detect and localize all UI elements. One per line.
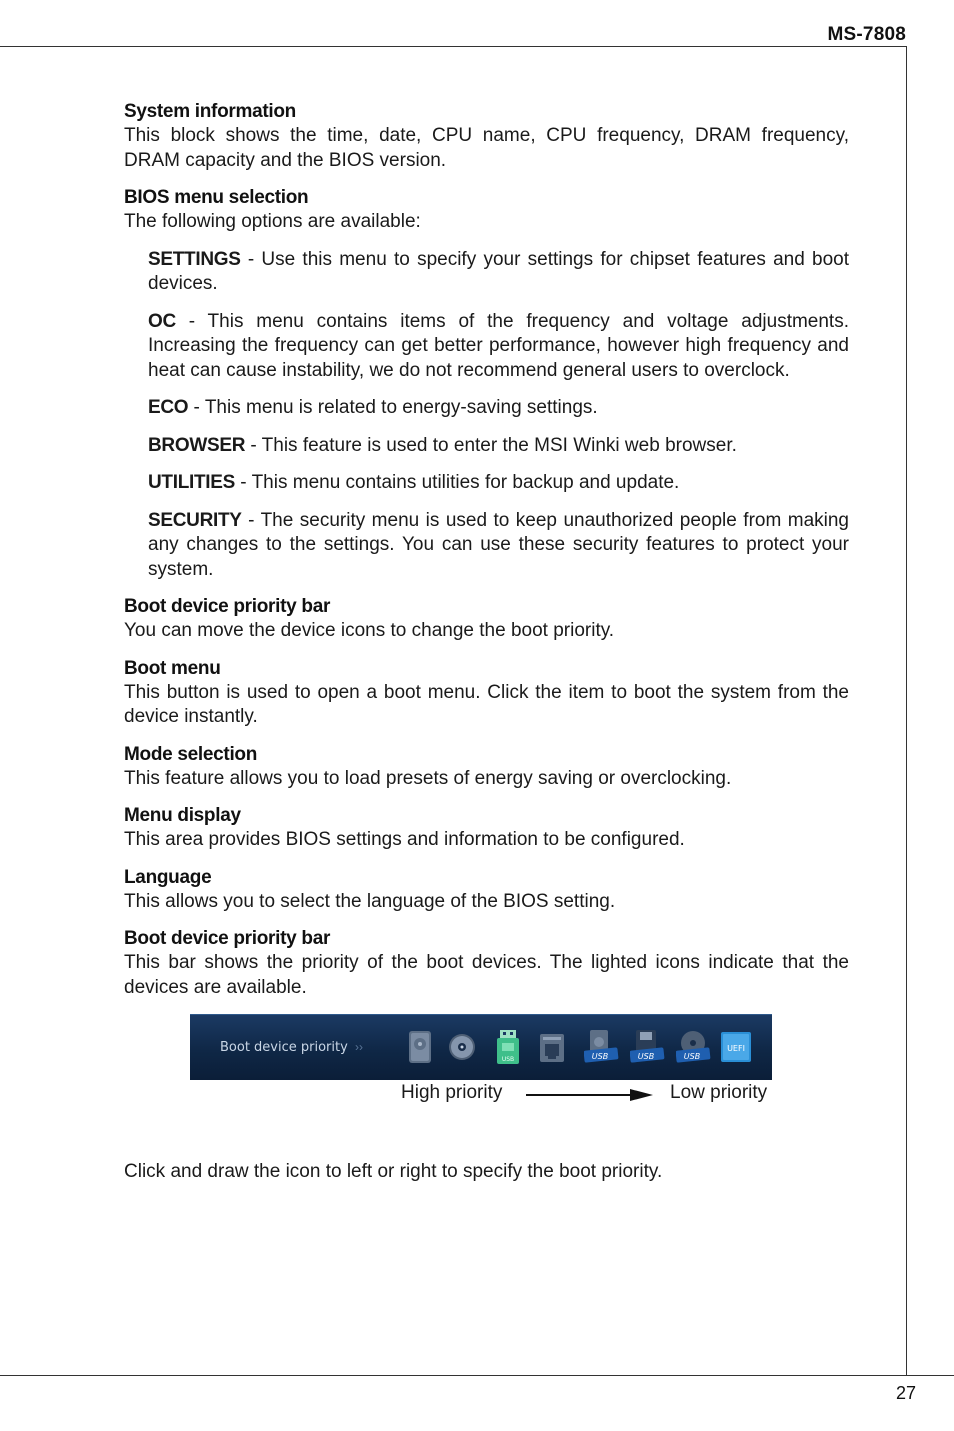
boot-device-priority-bar — [190, 1014, 772, 1080]
section-text: This area provides BIOS settings and information to be configured. — [124, 829, 685, 850]
boot-bar-arrows: ›› — [355, 1040, 363, 1054]
section-text: This feature allows you to load presets of energy saving or overclocking. — [124, 767, 732, 789]
usb-hdd-icon[interactable] — [584, 1029, 616, 1065]
side-rule — [906, 46, 907, 1376]
section-menu-display — [124, 804, 849, 853]
section-text: This button is used to open a boot menu. Click the item to boot the system from the device instantly. — [124, 681, 849, 727]
menu-item-settings — [148, 248, 849, 297]
section-text: The following options are available: — [124, 211, 421, 232]
section-mode-selection — [124, 743, 849, 792]
section-language — [124, 866, 849, 915]
boot-bar-label: Boot device priority — [220, 1040, 348, 1055]
section-heading: Language — [124, 866, 212, 888]
arrow-right-icon — [526, 1087, 656, 1109]
menu-item-utilities — [148, 471, 849, 496]
section-text: You can move the device icons to change the boot priority. — [124, 620, 615, 641]
section-heading: System information — [124, 101, 296, 122]
menu-item-keyword: OC — [148, 310, 176, 332]
hard-disk-icon[interactable] — [404, 1029, 436, 1065]
closing-instruction: Click and draw the icon to left or right to specify the boot priority. — [124, 1161, 663, 1182]
section-system-information — [124, 100, 849, 173]
section-boot-device-priority-bar — [124, 595, 849, 644]
usb-key-icon[interactable] — [492, 1029, 524, 1065]
usb-tag: USB — [501, 1056, 515, 1063]
section-heading: BIOS menu selection — [124, 187, 309, 208]
menu-item-eco — [148, 396, 849, 421]
optical-disc-icon[interactable] — [446, 1029, 478, 1065]
menu-item-list — [148, 248, 849, 583]
usb-cd-icon[interactable] — [676, 1029, 708, 1065]
boot-priority-figure — [124, 1000, 849, 1160]
usb-tag: USB — [637, 1052, 655, 1061]
section-heading: Boot menu — [124, 657, 221, 679]
network-icon[interactable] — [536, 1029, 568, 1065]
model-label: MS-7808 — [827, 24, 906, 45]
high-priority-label: High priority — [401, 1082, 503, 1103]
section-text: This block shows the time, date, CPU name, CPU frequency, DRAM frequency, DRAM capacity and the BIOS version. — [124, 125, 849, 171]
low-priority-label: Low priority — [670, 1082, 768, 1103]
section-bios-menu-selection — [124, 186, 849, 582]
menu-item-description: - The security menu is used to keep unauthorized people from making any changes to the settings. You can use these security features to protect your system. — [148, 509, 849, 580]
menu-item-keyword: BROWSER — [148, 434, 246, 456]
menu-item-security — [148, 509, 849, 583]
menu-item-description: - This menu is related to energy-saving settings. — [188, 397, 598, 418]
section-heading: Menu display — [124, 805, 241, 826]
section-boot-device-priority-bar-2 — [124, 927, 849, 1000]
section-text: This allows you to select the language of the BIOS setting. — [124, 890, 616, 912]
section-text: This bar shows the priority of the boot devices. The lighted icons indicate that the devices are available. — [124, 952, 849, 998]
footer-rule — [0, 1375, 954, 1376]
usb-tag: USB — [683, 1052, 701, 1061]
menu-item-keyword: UTILITIES — [148, 472, 236, 493]
menu-item-keyword: SECURITY — [148, 509, 242, 531]
menu-item-oc — [148, 310, 849, 384]
menu-item-description: - This menu contains items of the frequency and voltage adjustments. Increasing the frequency can get better performance, however high frequency and heat can cause instability, we do not recommend general users to overclock. — [148, 310, 849, 381]
uefi-tag: UEFI — [727, 1044, 745, 1053]
menu-item-description: - Use this menu to specify your settings for chipset features and boot devices. — [148, 248, 849, 294]
menu-item-keyword: SETTINGS — [148, 248, 241, 270]
menu-item-description: - This menu contains utilities for backup and update. — [235, 472, 680, 493]
menu-item-description: - This feature is used to enter the MSI Winki web browser. — [245, 434, 737, 456]
menu-item-browser — [148, 434, 849, 459]
page-content — [124, 100, 849, 1185]
header-rule — [0, 46, 907, 47]
section-heading: Boot device priority bar — [124, 928, 331, 949]
usb-tag: USB — [591, 1052, 609, 1061]
priority-legend — [124, 1082, 849, 1108]
page-number: 27 — [895, 1383, 916, 1403]
section-boot-menu — [124, 657, 849, 730]
usb-floppy-icon[interactable] — [630, 1029, 662, 1065]
section-heading: Boot device priority bar — [124, 596, 331, 617]
menu-item-keyword: ECO — [148, 397, 189, 418]
uefi-icon[interactable] — [720, 1029, 752, 1065]
section-heading: Mode selection — [124, 743, 258, 765]
